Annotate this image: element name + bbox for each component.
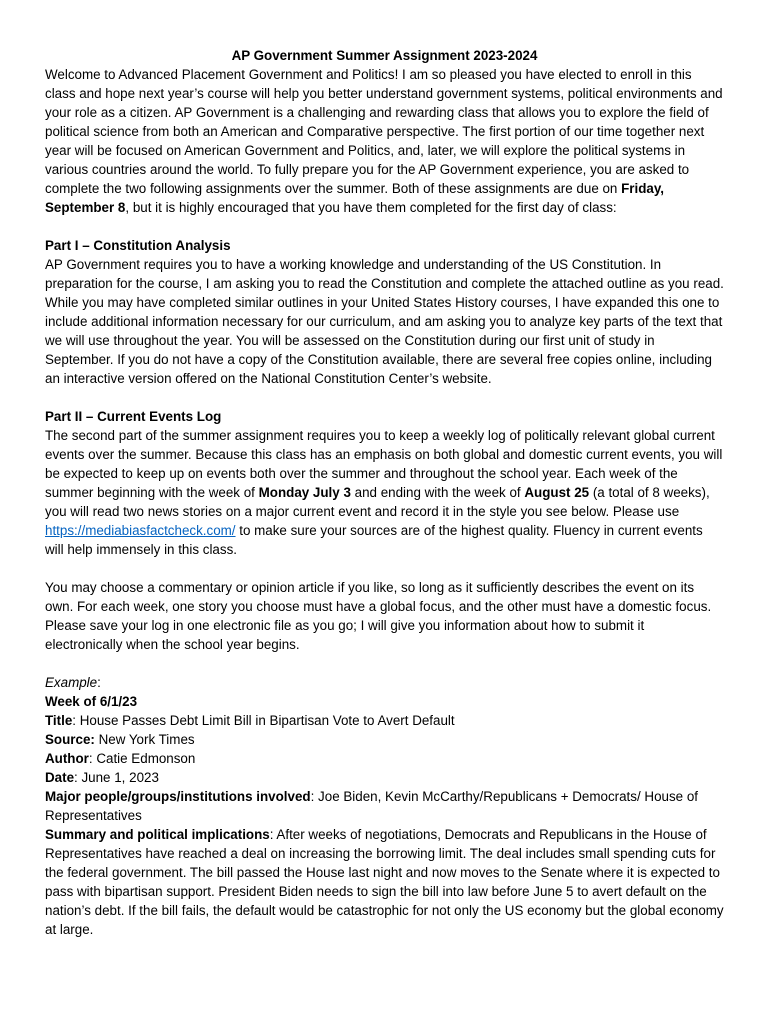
part1-heading: Part I – Constitution Analysis [45,238,231,253]
example-title-line [45,711,724,730]
example-source-label: Source: [45,732,95,747]
intro-paragraph [45,65,724,217]
part2-paragraph-2: You may choose a commentary or opinion article if you like, so long as it sufficiently describes the event on its own. For each week, one story you choose must have a global focus, and the other must have a domestic focus. Please save your log in one electronic file as you go; I will give you information about how to submit it electronically when the school year begins. [45,580,712,652]
example-date-value: : June 1, 2023 [74,770,159,785]
intro-text-2: , but it is highly encouraged that you have them completed for the first day of class: [125,200,617,215]
spacer [45,559,724,578]
example-summary-label: Summary and political implications [45,827,270,842]
example-source-line [45,730,724,749]
example-title-value: : House Passes Debt Limit Bill in Bipartisan Vote to Avert Default [72,713,455,728]
example-author-label: Author [45,751,89,766]
start-week: Monday July 3 [258,485,351,500]
example-summary-line [45,825,724,939]
example-involved-value: : Joe Biden, Kevin McCarthy/Republicans + Democrats/ House of Representatives [45,789,699,823]
mediabias-link[interactable]: https://mediabiasfactcheck.com/ [45,523,236,538]
intro-text-1: Welcome to Advanced Placement Government and Politics! I am so pleased you have elected to enroll in this class and hope next year’s course will help you better understand government systems, political environments and your role as a citizen. AP Government is a challenging and rewarding class that allows you to explore the field of political science from both an American and Comparative perspective. The first portion of our time together next year will be focused on American Government and Politics, and, later, we will explore the political systems in various countries around the world. To fully prepare you for the AP Government experience, you are asked to complete the two following assignments over the summer. Both of these assignments are due on [45,67,723,196]
example-source-value: New York Times [94,732,195,747]
example-involved-line [45,787,724,825]
spacer [45,388,724,407]
example-label: Example [45,675,98,690]
part2-text-3: (a total of 8 weeks), you will read two news stories on a major current event and record it in the style you see below. Please use [45,485,710,519]
example-date-label: Date [45,770,75,785]
example-label-suffix: : [97,675,101,690]
part2-text-1: The second part of the summer assignment requires you to keep a weekly log of politically relevant global current events over the summer. Because this class has an emphasis on both global and domestic current events, you will be expected to keep up on events both over the summer and throughout the school year. Each week of the summer beginning with the week of [45,428,723,500]
example-involved-label: Major people/groups/institutions involved [45,789,311,804]
document-title: AP Government Summer Assignment 2023-2024 [231,48,538,63]
part2-text-2: and ending with the week of [350,485,525,500]
part1-body: AP Government requires you to have a working knowledge and understanding of the US Constitution. In preparation for the course, I am asking you to read the Constitution and complete the attached outline as you read. While you may have completed similar outlines in your United States History courses, I have expanded this one to include additional information necessary for our curriculum, and am asking you to analyze key parts of the text that we will use throughout the year. You will be assessed on the Constitution during our first unit of study in September. If you do not have a copy of the Constitution available, there are several free copies online, including an interactive version offered on the National Constitution Center’s website. [45,257,724,386]
end-week: August 25 [524,485,590,500]
example-date-line [45,768,724,787]
example-week: Week of 6/1/23 [45,694,138,709]
example-author-value: : Catie Edmonson [88,751,196,766]
example-summary-value: : After weeks of negotiations, Democrats and Republicans in the House of Representatives have reached a deal on increasing the borrowing limit. The deal includes small spending cuts for the federal government. The bill passed the House last night and now moves to the Senate where it is expected to pass with bipartisan support. President Biden needs to sign the bill into law before June 5 to avert default on the nation’s debt. If the bill fails, the default would be catastrophic for not only the US economy but the global economy at large. [45,827,724,937]
spacer [45,217,724,236]
part2-text-4: to make sure your sources are of the highest quality. Fluency in current events will help immensely in this class. [45,523,703,557]
part2-heading: Part II – Current Events Log [45,409,222,424]
example-author-line [45,749,724,768]
spacer [45,654,724,673]
due-date: Friday, September 8 [45,181,665,215]
part2-body [45,426,724,559]
example-label-line [45,673,724,692]
example-title-label: Title [45,713,73,728]
